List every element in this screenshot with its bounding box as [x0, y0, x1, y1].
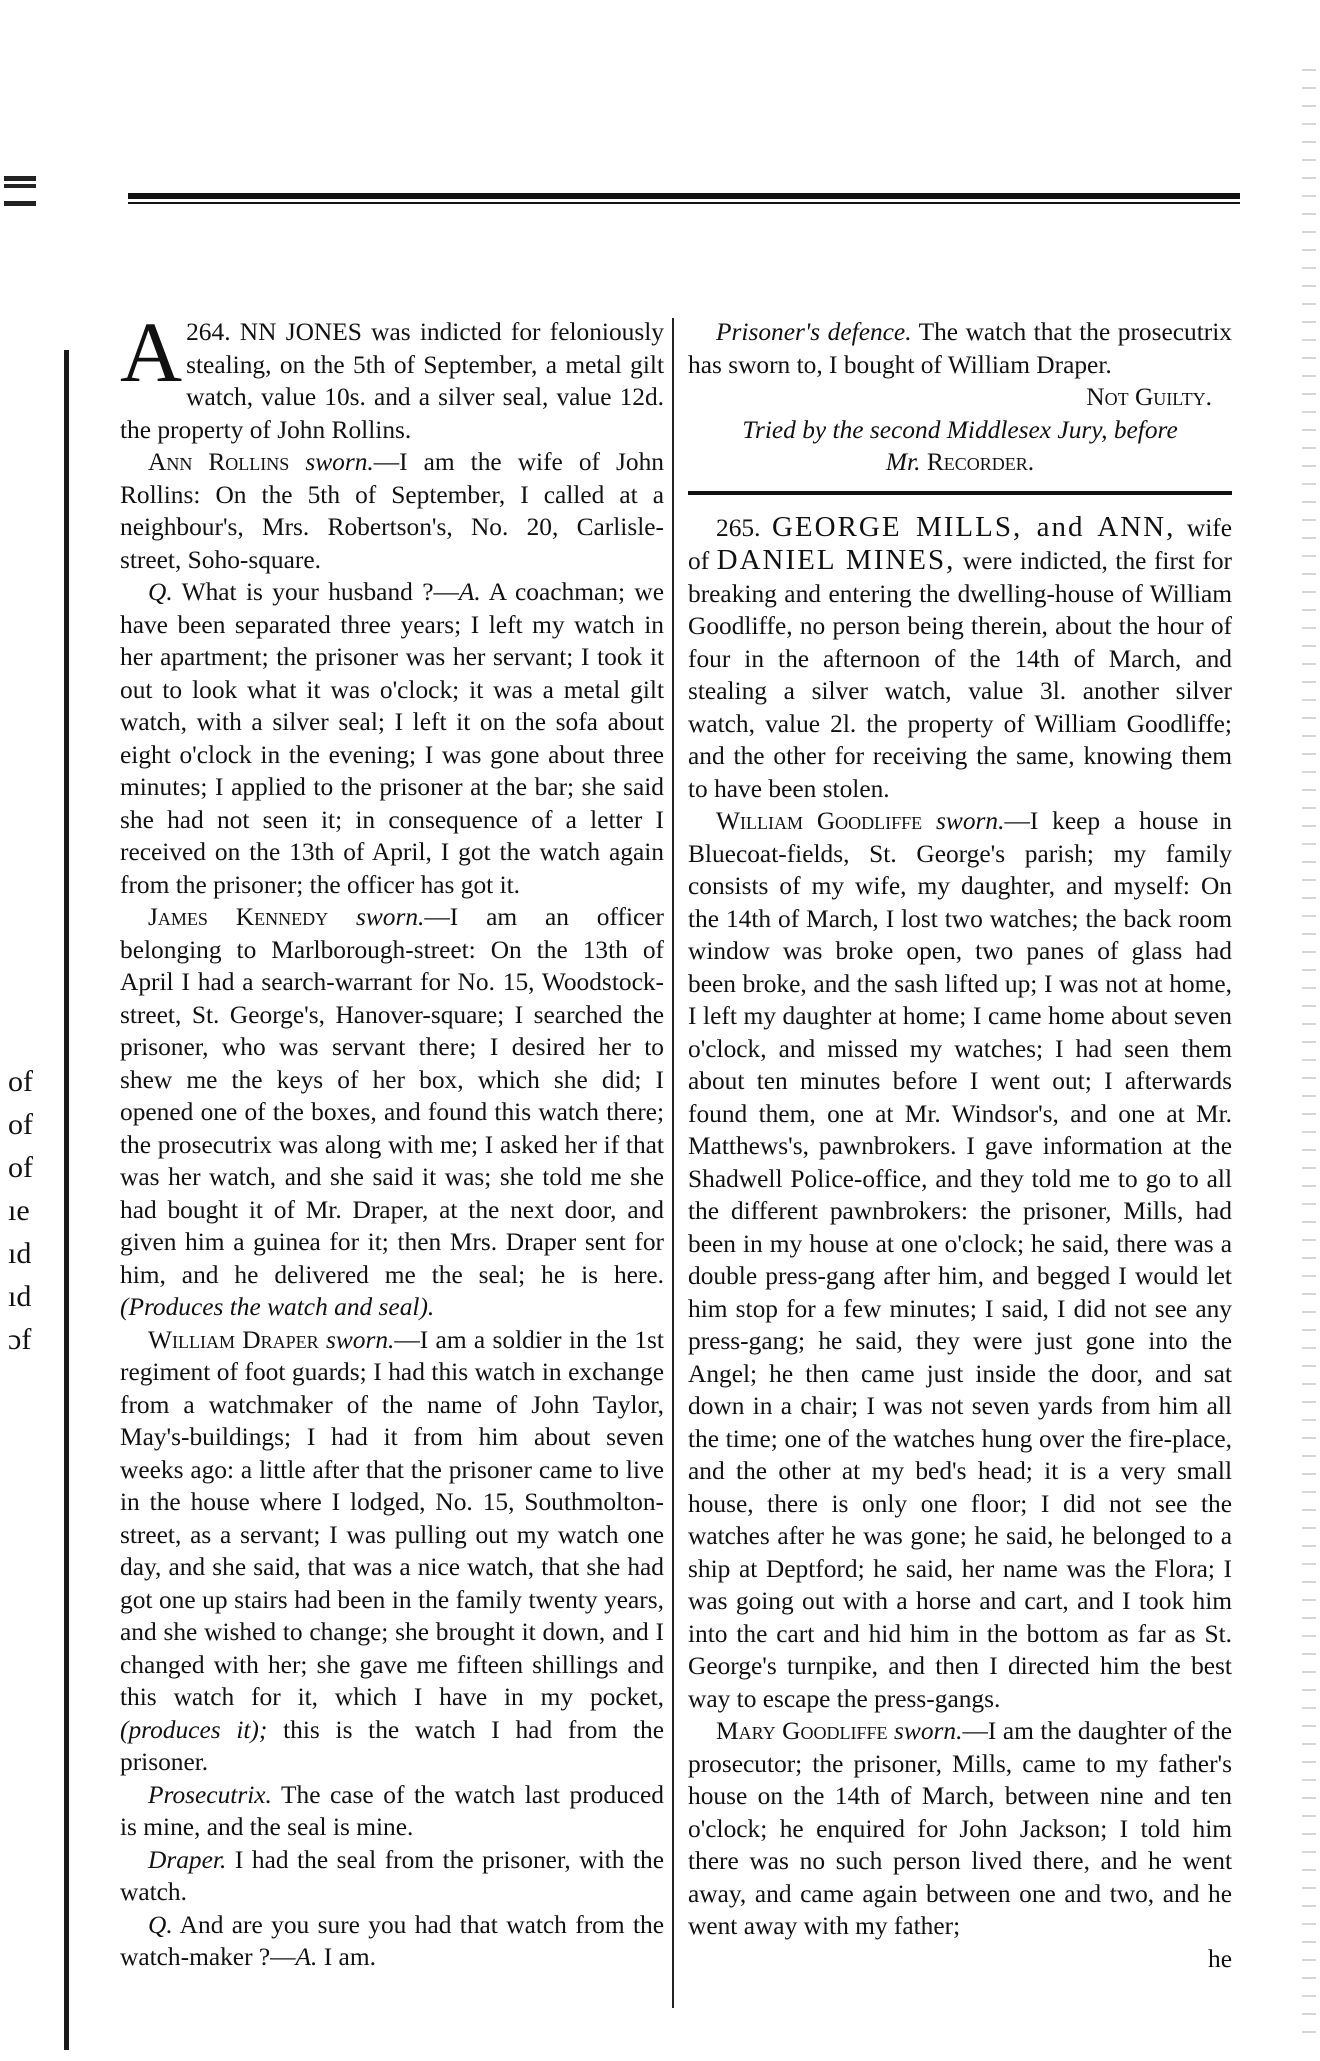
speaker-label: Prosecutrix.	[148, 1780, 272, 1809]
fragment: of	[8, 1065, 33, 1098]
tried-mr: Mr.	[885, 448, 921, 476]
testimony-text: —I am the wife of John Rollins: On the 5th of September, I called at a neighbour's, Mrs. Robertson's, No. 20, Carlisle-street, Soho-square.	[120, 448, 664, 574]
fragment: ɔf	[8, 1323, 32, 1356]
question-mark: Q.	[148, 578, 173, 606]
speaker-label: Prisoner's defence.	[716, 318, 912, 346]
statement-draper	[120, 1844, 664, 1909]
testimony-text: —I am the daughter of the prosecutor; the prisoner, Mills, came to my father's house on the 14th of March, between nine and ten o'clock; he enquired for John Jackson; I told him there was no such person lived there, and he went away, and came again between one and two, and he went away with my father;	[688, 1717, 1233, 1940]
defendant-names: GEORGE MILLS, and ANN,	[771, 510, 1176, 543]
right-column	[688, 316, 1232, 1975]
facing-page-fragments	[8, 1060, 68, 1361]
fragment: of	[8, 1108, 33, 1141]
testimony-text: —I am an officer belonging to Marlborough-street: On the 13th of April I had a search-warrant for No. 15, Woodstock-street, St. George's, Hanover-square; I searched the prisoner, who was servant there; I desired her to shew me the keys of her box, which she did; I opened one of the boxes, and found this watch there; the prosecutrix was along with me; I asked her if that was her watch, and she said it was; she told me she had bought it of Mr. Draper, at the next door, and given him a guinea for it; then Mrs. Draper sent for him, and he delivered me the seal; he is here.	[120, 903, 664, 1289]
catchword: he	[1208, 1944, 1232, 1973]
header-rule-thin	[128, 202, 1240, 204]
testimony-mary	[688, 1715, 1232, 1943]
statement-prosecutrix	[120, 1779, 664, 1844]
case-number: 264.	[186, 318, 231, 346]
case-264-intro	[120, 304, 664, 446]
page-edge-artifact	[1302, 60, 1316, 2040]
answer-mark: A.	[295, 1943, 318, 1971]
statement-text: I had the seal from the prisoner, with the watch.	[120, 1845, 664, 1906]
stage-note: (Produces the watch and seal).	[120, 1293, 435, 1321]
testimony-rollins	[120, 446, 664, 576]
question-text: What is your husband ?—	[181, 578, 459, 606]
case-number: 265.	[716, 513, 761, 542]
sworn-label: sworn.	[355, 903, 425, 931]
testimony-text: —I keep a house in Bluecoat-fields, St. George's parish; my family consists of my wife, my daughter, and myself: On the 14th of March, I lost two watches; the back room window was broke open, two panes of glass had been broke, and the sash lifted up; I was not at home, I left my daughter at home; I came home about seven o'clock, and missed my watches; I had seen them about ten minutes before I went out; I afterwards found them, one at Mr. Windsor's, and one at Mr. Matthews's, pawnbrokers. I gave information at the Shadwell Police-office, and they told me to go to all the different pawnbrokers: the prisoner, Mills, had been in my house at one o'clock; he said, there was a double press-gang after him, and begged I would let him stop for a few minutes; I said, I did not see any press-gang; he said, they were just gone into the Angel; he then came just inside the door, and sat down in a chair; I was not seven yards from him all the time; one of the watches hung over the fire-place, and the other at my bed's head; it is a very small house, there is only one floor; I did not see the watches after he was gone; he said, he belonged to a ship at Deptford; he said, her name was the Flora; I was going out with a horse and cart, and I took him into the cart and hid him in the bottom as far as St. George's turnpike, and then I directed him the best way to escape the press-gangs.	[688, 807, 1232, 1713]
statement-text: The case of the watch last produced is mine, and the seal is mine.	[120, 1780, 665, 1841]
question-1	[120, 576, 664, 901]
question-mark: Q.	[148, 1910, 173, 1939]
verdict: Not Guilty.	[1086, 383, 1212, 411]
case-265-intro	[688, 511, 1232, 806]
wife-of: wife of	[688, 513, 1233, 575]
question-text: And are you sure you had that watch from the watch-maker ?—	[120, 1910, 664, 1971]
binding-mark	[4, 176, 36, 206]
fragment: ıd	[8, 1237, 32, 1270]
sworn-label: sworn.	[305, 448, 374, 476]
defendant-husband: DANIEL MINES,	[716, 544, 956, 576]
fragment: of	[8, 1151, 33, 1184]
testimony-text: —I am a soldier in the 1st regiment of foot guards; I had this watch in exchange from a watchmaker of the name of John Taylor, May's-buildings; I had it from him about seven weeks ago: a little after that the prisoner came to live in the house where I lodged, No. 15, Southmolton-street, as a servant; I was pulling out my watch one day, and she said, that was a nice watch, that she had got one up stairs had been in the family twenty years, and she wished to change; she brought it down, and I changed with her; she gave me fifteen shillings and this watch for it, which I have in my pocket,	[120, 1325, 664, 1711]
answer-mark: A.	[458, 578, 481, 606]
left-column	[120, 304, 665, 1974]
stage-note: (produces it);	[120, 1715, 268, 1744]
case-265-text: were indicted, the first for breaking and entering the dwelling-house of William Goodliffe, no person being therein, about the hour of four in the afternoon of the 14th of March, and stealing a silver watch, value 3l. another silver watch, value 2l. the property of William Goodliffe; and the other for receiving the same, knowing them to have been stolen.	[688, 547, 1232, 803]
testimony-draper	[120, 1324, 664, 1779]
sworn-label: sworn.	[325, 1325, 395, 1354]
defence-text: The watch that the prosecutrix has sworn to, I bought of William Draper.	[688, 318, 1232, 379]
answer-text: A coachman; we have been separated three years; I left my watch in her apartment; the prisoner was her servant; I took it out to look what it was o'clock; it was a metal gilt watch, with a silver seal; I left it on the sofa about eight o'clock in the evening; I was gone about three minutes; I applied to the prisoner at the bar; she said she had not seen it; in consequence of a letter I received on the 13th of April, I got the watch again from the prisoner; the officer has got it.	[120, 578, 664, 899]
answer-text: I am.	[323, 1943, 376, 1971]
question-2	[120, 1909, 664, 1974]
testimony-text-end: this is the watch I had from the prisoner.	[120, 1715, 664, 1776]
testimony-goodliffe	[688, 805, 1232, 1715]
sworn-label: sworn.	[894, 1717, 963, 1745]
header-rule	[128, 193, 1240, 199]
recorder-label: Recorder.	[926, 448, 1035, 476]
witness-name: Mary Goodliffe	[716, 1717, 888, 1745]
witness-name: William Draper	[148, 1325, 319, 1354]
witness-name: William Goodliffe	[716, 807, 923, 835]
fragment: ıd	[8, 1280, 32, 1313]
column-divider	[672, 318, 674, 2008]
prisoner-defence	[688, 316, 1232, 381]
case-264-text: NN JONES was indicted for feloniously stealing, on the 5th of September, a metal gilt watch, value 10s. and a silver seal, value 12d. the property of John Rollins.	[120, 318, 664, 444]
witness-name: James Kennedy	[148, 903, 329, 931]
drop-cap: A	[120, 304, 183, 400]
section-rule	[688, 491, 1232, 495]
sworn-label: sworn.	[936, 807, 1005, 835]
witness-name: Ann Rollins	[148, 448, 290, 476]
testimony-kennedy	[120, 901, 664, 1324]
speaker-label: Draper.	[148, 1845, 227, 1874]
fragment: ıe	[8, 1194, 30, 1227]
tried-line: Tried by the second Middlesex Jury, before	[742, 415, 1178, 444]
tried-recorder	[688, 446, 1232, 479]
